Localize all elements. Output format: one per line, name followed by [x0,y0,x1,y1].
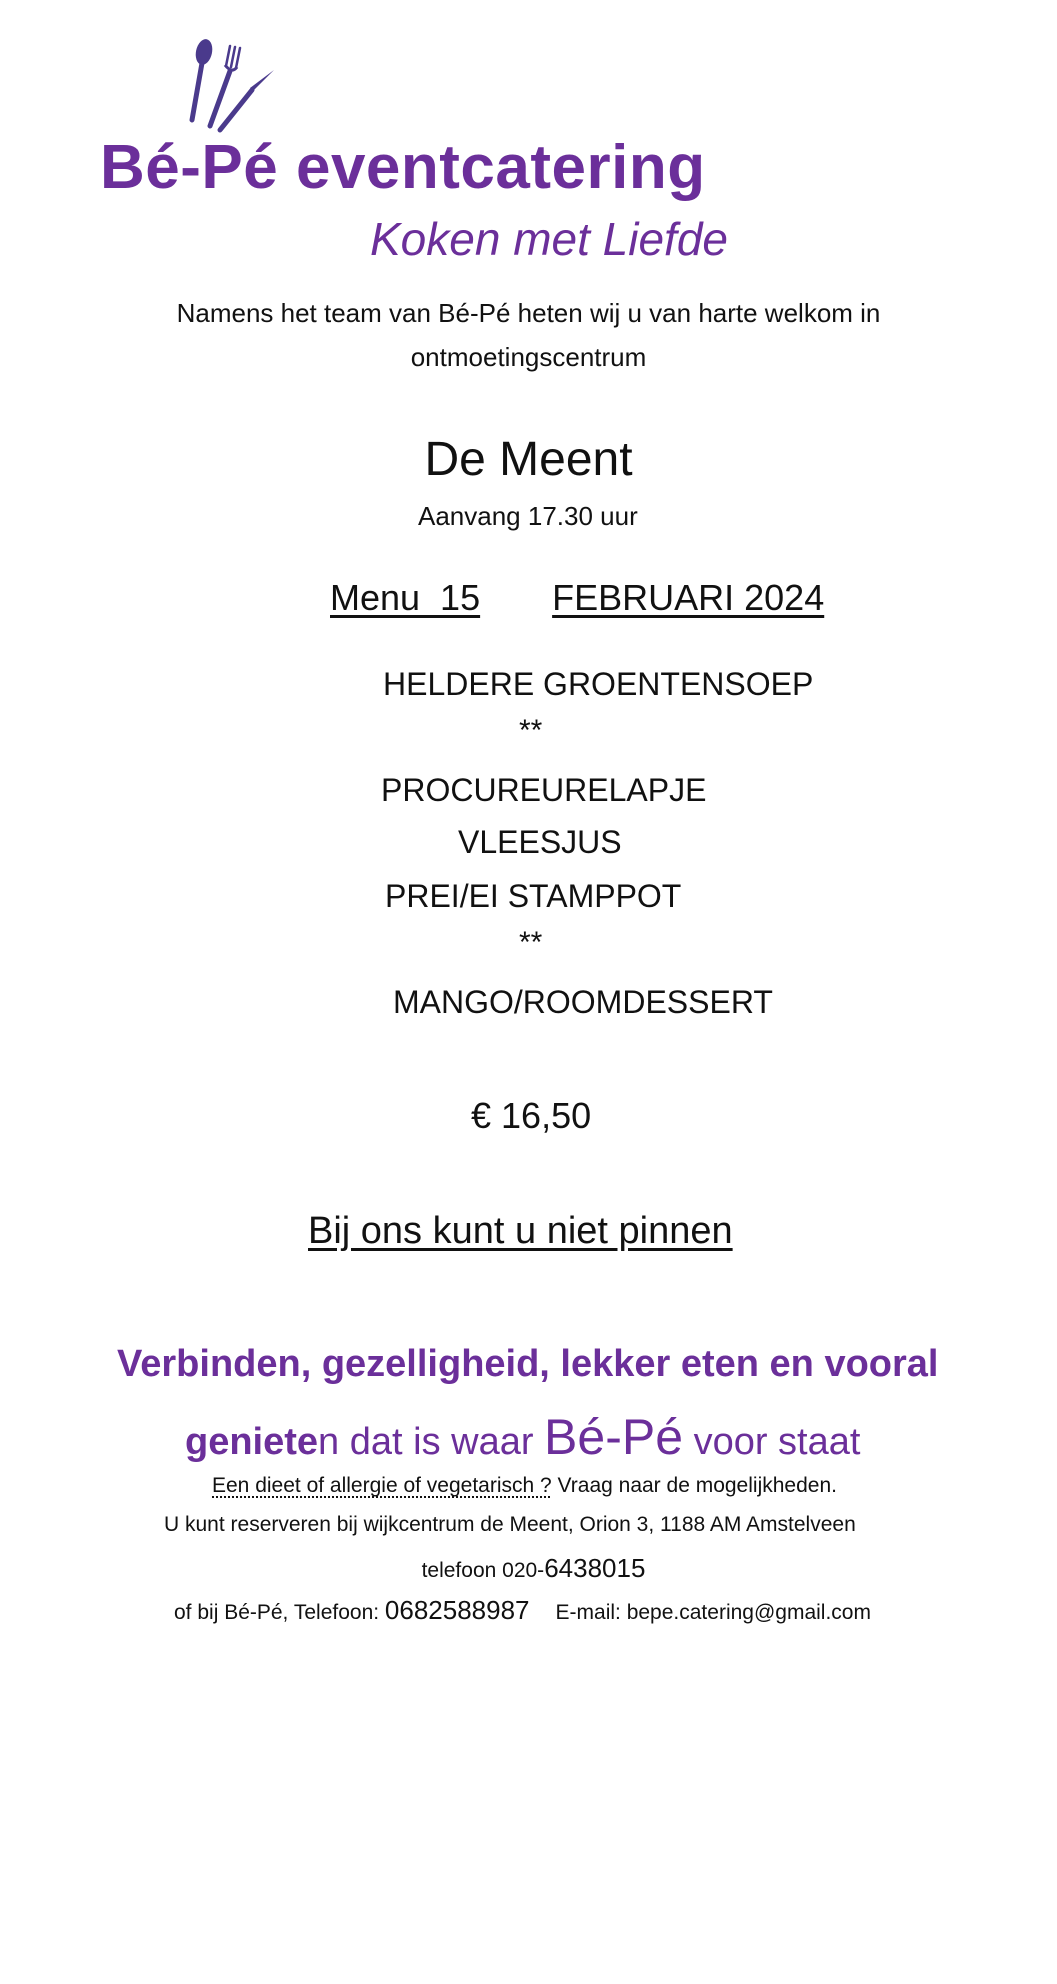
welcome-line-1: Namens het team van Bé-Pé heten wij u van harte welkom in [176,298,881,328]
course-separator: ** [519,714,543,747]
diet-question: Een dieet of allergie of vegetarisch ? [212,1474,552,1497]
slogan-bold: geniete [185,1421,319,1463]
phone-label: telefoon 020- [421,1559,545,1582]
cutlery-icon [182,38,282,138]
contact-label: of bij Bé-Pé, Telefoon: [174,1601,385,1624]
menu-heading [330,577,824,619]
menu-price: € 16,50 [471,1095,592,1136]
contact-line [174,1595,871,1626]
contact-phone: 0682588987 [384,1595,530,1625]
tagline: Koken met Liefde [370,213,729,265]
slogan-line-1: Verbinden, gezelligheid, lekker eten en vooral [117,1343,939,1385]
menu-label: Menu 15 [330,577,481,618]
diet-note [212,1474,837,1498]
slogan-brand: Bé-Pé [544,1409,684,1465]
brand-name: Bé-Pé eventcatering [100,133,706,202]
dish-main-3: PREI/EI STAMPPOT [385,878,682,914]
venue-phone [0,1553,1057,1584]
dish-dessert: MANGO/ROOMDESSERT [393,984,773,1020]
venue-name: De Meent [424,433,633,486]
start-time: Aanvang 17.30 uur [418,501,638,531]
contact-email: E-mail: bepe.catering@gmail.com [555,1601,871,1624]
diet-rest: Vraag naar de mogelijkheden. [551,1474,837,1497]
payment-note: Bij ons kunt u niet pinnen [308,1210,733,1252]
reservation-info: U kunt reserveren bij wijkcentrum de Meent, Orion 3, 1188 AM Amstelveen [164,1513,856,1536]
dish-main-2: VLEESJUS [458,824,622,860]
dish-main-1: PROCUREURELAPJE [381,772,707,808]
menu-date: FEBRUARI 2024 [552,577,825,618]
slogan-end: voor staat [683,1421,861,1463]
welcome-line-2: ontmoetingscentrum [410,342,647,372]
course-separator: ** [519,926,543,959]
dish-starter: HELDERE GROENTENSOEP [383,666,814,702]
phone-number: 6438015 [544,1553,646,1583]
slogan-line-2 [185,1408,860,1466]
slogan-text: n dat is waar [318,1421,545,1463]
